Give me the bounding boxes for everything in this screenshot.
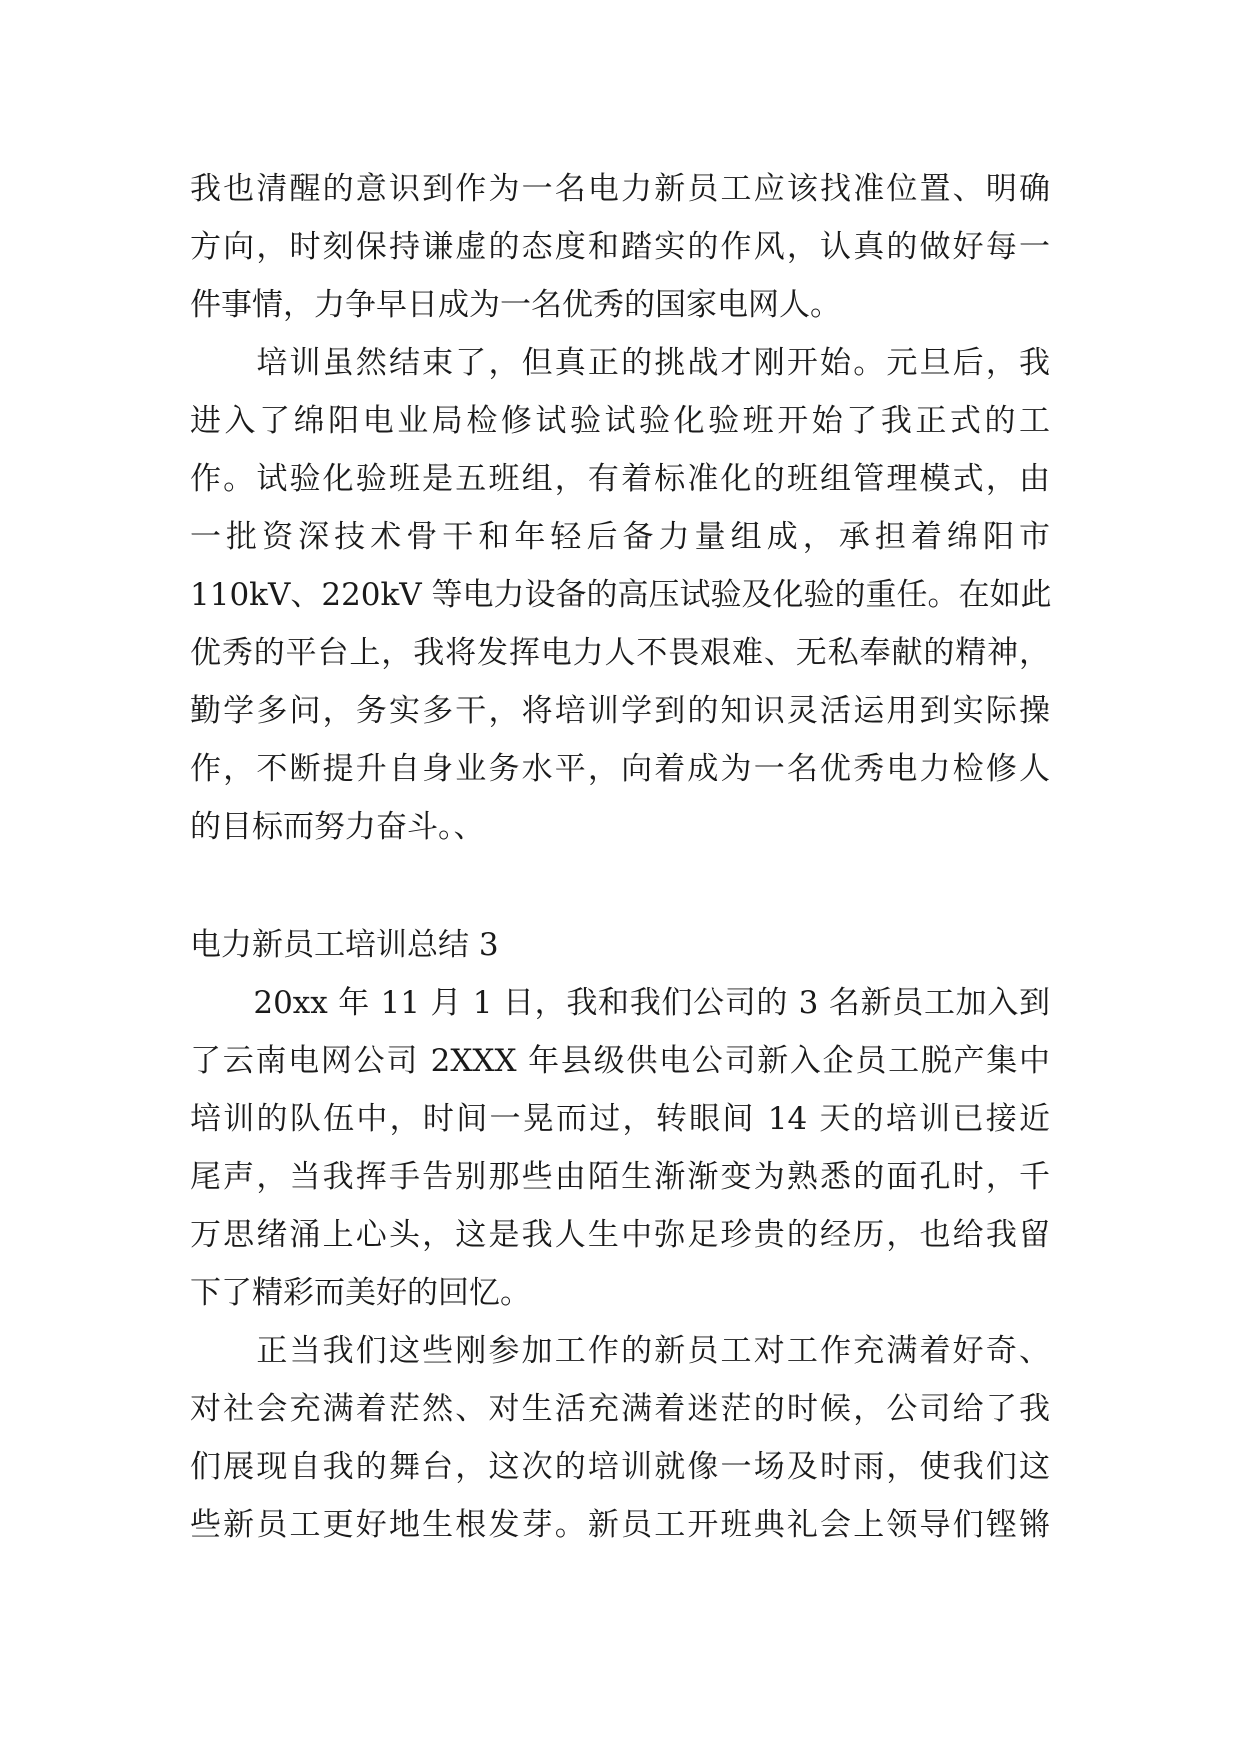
text-line: 我也清醒的意识到作为一名电力新员工应该找准位置、明确 xyxy=(190,171,1050,207)
paragraph xyxy=(190,1322,1050,1554)
text-line: 正当我们这些刚参加工作的新员工对工作充满着好奇、 xyxy=(190,1333,1050,1369)
paragraph xyxy=(190,334,1050,856)
text-line: 方向，时刻保持谦虚的态度和踏实的作风，认真的做好每一 xyxy=(190,229,1050,265)
section-spacer xyxy=(190,856,1050,916)
text-line: 作，不断提升自身业务水平，向着成为一名优秀电力检修人 xyxy=(190,751,1050,787)
text-line: 优秀的平台上，我将发挥电力人不畏艰难、无私奉献的精神， xyxy=(190,635,1050,671)
text-line: 进入了绵阳电业局检修试验试验化验班开始了我正式的工 xyxy=(190,403,1050,439)
text-line: 培训的队伍中，时间一晃而过，转眼间 14 天的培训已接近 xyxy=(190,1101,1050,1137)
text-line: 件事情，力争早日成为一名优秀的国家电网人。 xyxy=(190,287,841,323)
text-line: 勤学多问，务实多干，将培训学到的知识灵活运用到实际操 xyxy=(190,693,1050,729)
text-line: 们展现自我的舞台，这次的培训就像一场及时雨，使我们这 xyxy=(190,1449,1050,1485)
text-line: 对社会充满着茫然、对生活充满着迷茫的时候，公司给了我 xyxy=(190,1391,1050,1427)
text-line: 一批资深技术骨干和年轻后备力量组成，承担着绵阳市 xyxy=(190,519,1050,555)
text-line: 些新员工更好地生根发芽。新员工开班典礼会上领导们铿锵 xyxy=(190,1507,1050,1543)
text-line: 的目标而努力奋斗。、 xyxy=(190,809,485,845)
text-line: 下了精彩而美好的回忆。 xyxy=(190,1275,531,1311)
text-line: 110kV、220kV 等电力设备的高压试验及化验的重任。在如此 xyxy=(190,577,1052,613)
paragraph xyxy=(190,160,1050,334)
document-body xyxy=(190,160,1050,1554)
text-line: 了云南电网公司 2XXX 年县级供电公司新入企员工脱产集中 xyxy=(190,1043,1050,1079)
text-line: 20xx 年 11 月 1 日，我和我们公司的 3 名新员工加入到 xyxy=(190,985,1050,1021)
text-line: 作。试验化验班是五班组，有着标准化的班组管理模式，由 xyxy=(190,461,1050,497)
section-heading: 电力新员工培训总结 3 xyxy=(190,927,499,963)
text-line: 培训虽然结束了，但真正的挑战才刚开始。元旦后，我 xyxy=(190,345,1050,381)
text-line: 万思绪涌上心头，这是我人生中弥足珍贵的经历，也给我留 xyxy=(190,1217,1050,1253)
text-line: 尾声，当我挥手告别那些由陌生渐渐变为熟悉的面孔时，千 xyxy=(190,1159,1050,1195)
paragraph xyxy=(190,974,1050,1322)
